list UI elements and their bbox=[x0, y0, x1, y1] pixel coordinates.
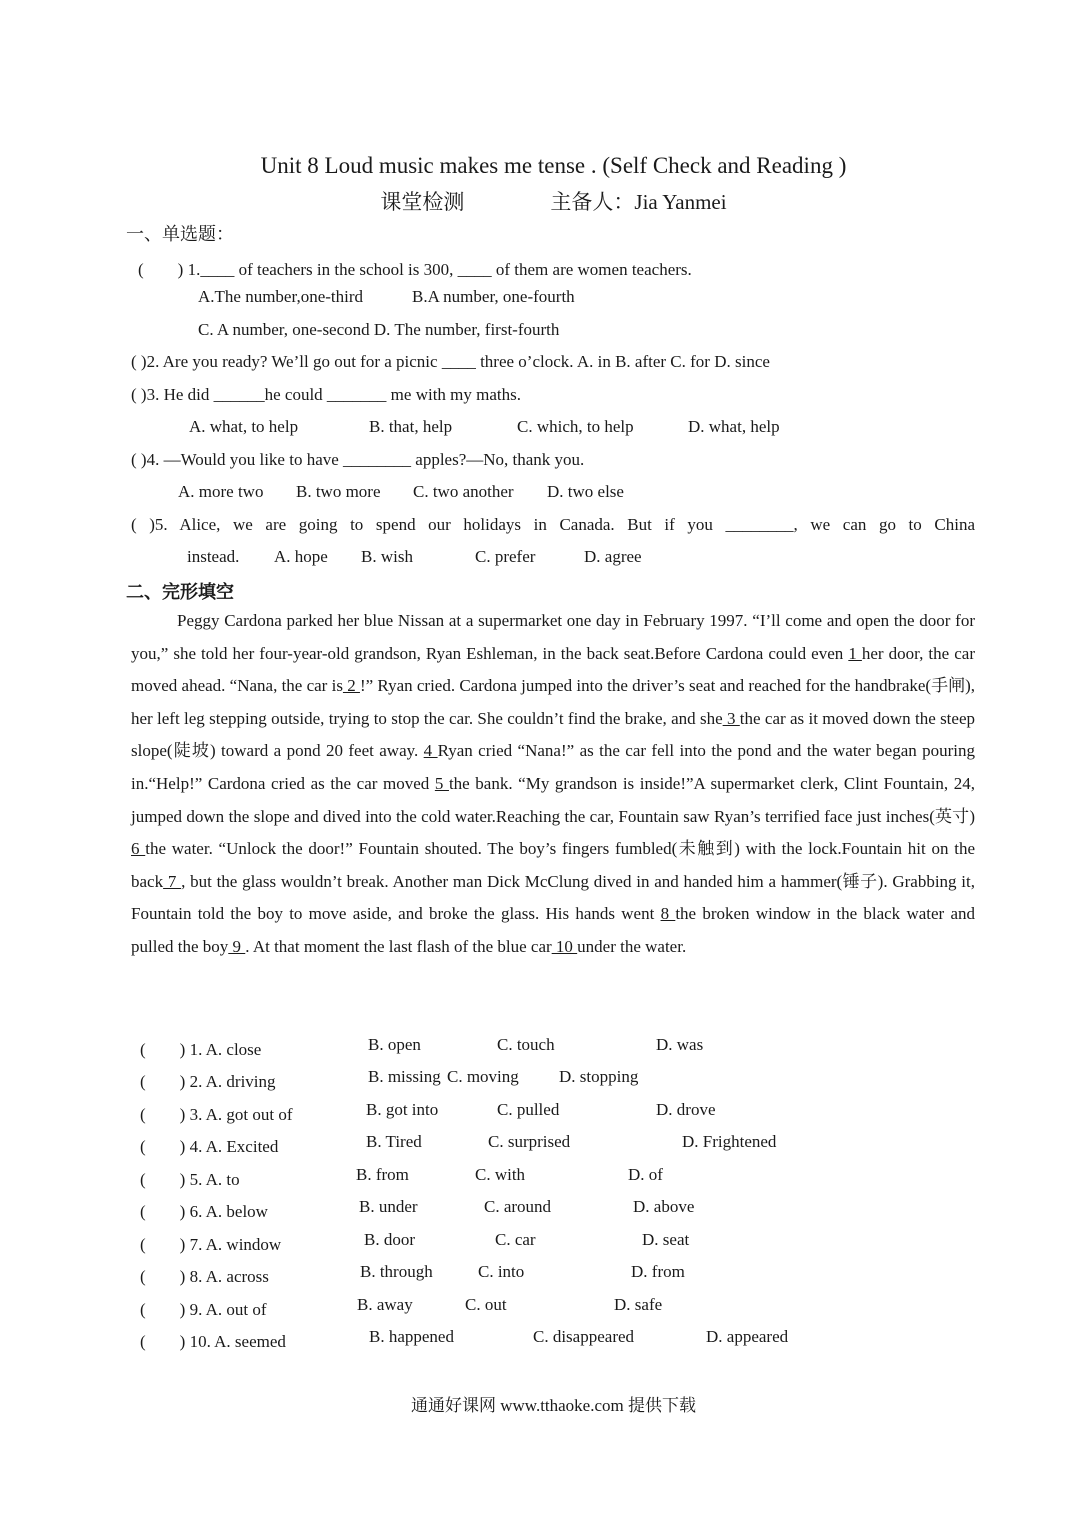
question-stem-option-a: ( ) 9. A. out of bbox=[140, 1300, 267, 1319]
passage-text: the bank. “My grandson is inside!”A supermarket clerk, Clint Fountain, 24, jumped down the slope and dived into the cold water.Reaching the car, Fountain saw Ryan’s terrified face just inches(英寸) bbox=[131, 773, 975, 826]
option-c: C. car bbox=[495, 1230, 536, 1249]
q3-option-a: A. what, to help bbox=[189, 417, 299, 436]
option-c: C. disappeared bbox=[533, 1327, 635, 1346]
option-d: D. seat bbox=[642, 1230, 690, 1249]
q4-option-a: A. more two bbox=[178, 482, 264, 501]
q2-line: ( )2. Are you ready? We’ll go out for a picnic ____ three o’clock. A. in B. after C. for D. since bbox=[131, 352, 770, 371]
cloze-passage bbox=[131, 605, 975, 964]
option-b: B. Tired bbox=[366, 1132, 422, 1151]
q3-stem: ( )3. He did ______he could _______ me with my maths. bbox=[131, 385, 522, 404]
option-d: D. from bbox=[631, 1262, 685, 1281]
blank-5: 5 bbox=[434, 773, 449, 793]
option-c: C. into bbox=[478, 1262, 525, 1281]
subtitle-author: 主备人：Jia Yanmei bbox=[550, 190, 727, 214]
passage-text: the water. “Unlock the door!” Fountain shouted. The boy’s fingers fumbled(未触到) with the lock.Fountain hit on the back bbox=[131, 839, 975, 891]
option-b: B. got into bbox=[366, 1100, 439, 1119]
option-d: D. above bbox=[633, 1197, 695, 1216]
question-stem-option-a: ( ) 8. A. across bbox=[140, 1267, 269, 1286]
q5-option-b: B. wish bbox=[361, 547, 413, 566]
passage-text: her door, the car moved ahead. “Nana, the car is bbox=[131, 643, 975, 696]
option-c: C. moving bbox=[447, 1067, 519, 1086]
question-stem-option-a: ( ) 5. A. to bbox=[140, 1170, 240, 1189]
option-b: B. from bbox=[356, 1165, 409, 1184]
option-d: D. was bbox=[656, 1035, 704, 1054]
question-stem-option-a: ( ) 4. A. Excited bbox=[140, 1137, 279, 1156]
option-d: D. of bbox=[628, 1165, 663, 1184]
option-d: D. stopping bbox=[559, 1067, 639, 1086]
q5-stem: ( )5. Alice, we are going to spend our holidays in Canada. But if you ________, we can go to China bbox=[131, 515, 975, 534]
q5-option-a: A. hope bbox=[274, 547, 328, 566]
option-b: B. away bbox=[357, 1295, 413, 1314]
blank-4: 4 bbox=[423, 741, 438, 761]
section1-heading: 一、单选题： bbox=[126, 224, 234, 245]
option-d: D. Frightened bbox=[682, 1132, 777, 1151]
option-b: B. door bbox=[364, 1230, 415, 1249]
option-b: B. under bbox=[359, 1197, 418, 1216]
question-stem-option-a: ( ) 1. A. close bbox=[140, 1040, 262, 1059]
option-d: D. safe bbox=[614, 1295, 663, 1314]
q3-option-b: B. that, help bbox=[369, 417, 453, 436]
passage-text: the car as it moved down the steep slope(陡坡) toward a pond 20 feet away. bbox=[131, 708, 975, 761]
q3-option-c: C. which, to help bbox=[517, 417, 634, 436]
option-d: D. appeared bbox=[706, 1327, 789, 1346]
page-subtitle bbox=[0, 186, 1075, 216]
q4-option-b: B. two more bbox=[296, 482, 381, 501]
blank-6: 6 bbox=[131, 839, 146, 859]
page-footer: 通通好课网 www.tthaoke.com 提供下载 bbox=[410, 1396, 697, 1415]
q4-option-d: D. two else bbox=[547, 482, 624, 501]
page-title: Unit 8 Loud music makes me tense . (Self Check and Reading ) bbox=[260, 153, 847, 178]
question-stem-option-a: ( ) 6. A. below bbox=[140, 1202, 268, 1221]
passage-text: , but the glass wouldn’t break. Another man Dick McClung dived in and handed him a hammer(锤子). Grabbing it, Fountain told the boy to move aside, and broke the glass. His hands went bbox=[131, 871, 975, 924]
option-d: D. drove bbox=[656, 1100, 716, 1119]
option-b: B. happened bbox=[369, 1327, 454, 1346]
q5-option-d: D. agree bbox=[584, 547, 642, 566]
passage-text: !” Ryan cried. Cardona jumped into the driver’s seat and reached for the handbrake(手闸), her left leg stepping outside, trying to stop the car. She couldn’t find the brake, and she bbox=[131, 676, 975, 728]
option-c: C. pulled bbox=[497, 1100, 560, 1119]
blank-1: 1 bbox=[848, 643, 862, 663]
blank-7: 7 bbox=[163, 871, 182, 891]
option-b: B. through bbox=[360, 1262, 433, 1281]
option-c: C. out bbox=[465, 1295, 507, 1314]
blank-2: 2 bbox=[342, 676, 360, 696]
option-c: C. around bbox=[484, 1197, 552, 1216]
q4-stem: ( )4. —Would you like to have ________ apples?—No, thank you. bbox=[131, 450, 585, 469]
option-b: B. missing bbox=[368, 1067, 441, 1086]
question-stem-option-a: ( ) 3. A. got out of bbox=[140, 1105, 293, 1124]
question-stem-option-a: ( ) 7. A. window bbox=[140, 1235, 282, 1254]
q4-option-c: C. two another bbox=[413, 482, 514, 501]
passage-text: Ryan cried “Nana!” as the car fell into the pond and the water began pouring in.“Help!” Cardona cried as the car moved bbox=[131, 741, 976, 793]
option-b: B. open bbox=[368, 1035, 421, 1054]
passage-text: . At that moment the last flash of the blue car bbox=[245, 936, 552, 956]
question-stem-option-a: ( ) 2. A. driving bbox=[140, 1072, 276, 1091]
question-stem-option-a: ( ) 10. A. seemed bbox=[140, 1332, 286, 1351]
q1-stem: ( ) 1.____ of teachers in the school is 300, ____ of them are women teachers. bbox=[138, 260, 692, 279]
q1-option-b: B.A number, one-fourth bbox=[412, 287, 575, 306]
blank-3: 3 bbox=[722, 708, 740, 728]
q3-option-d: D. what, help bbox=[688, 417, 780, 436]
blank-9: 9 bbox=[228, 936, 246, 956]
passage-text: under the water. bbox=[577, 936, 687, 956]
q5-continuation: instead. bbox=[187, 547, 240, 566]
blank-10: 10 bbox=[551, 936, 578, 956]
option-c: C. touch bbox=[497, 1035, 555, 1054]
q5-option-c: C. prefer bbox=[475, 547, 536, 566]
option-c: C. with bbox=[475, 1165, 526, 1184]
blank-8: 8 bbox=[660, 904, 676, 924]
section2-heading: 二、完形填空 bbox=[126, 582, 234, 603]
subtitle-label: 课堂检测 bbox=[380, 190, 465, 214]
passage-text: Peggy Cardona parked her blue Nissan at a supermarket one day in February 1997. “I’ll come and open the door for you,” she told her four-year-old grandson, Ryan Eshleman, in the back seat.Before Cardona could even bbox=[131, 611, 975, 663]
q1-option-a: A.The number,one-third bbox=[198, 287, 364, 306]
passage-text: the broken window in the black water and pulled the boy bbox=[131, 904, 975, 956]
option-c: C. surprised bbox=[488, 1132, 571, 1151]
q1-option-c: C. A number, one-second D. The number, first-fourth bbox=[198, 320, 560, 339]
